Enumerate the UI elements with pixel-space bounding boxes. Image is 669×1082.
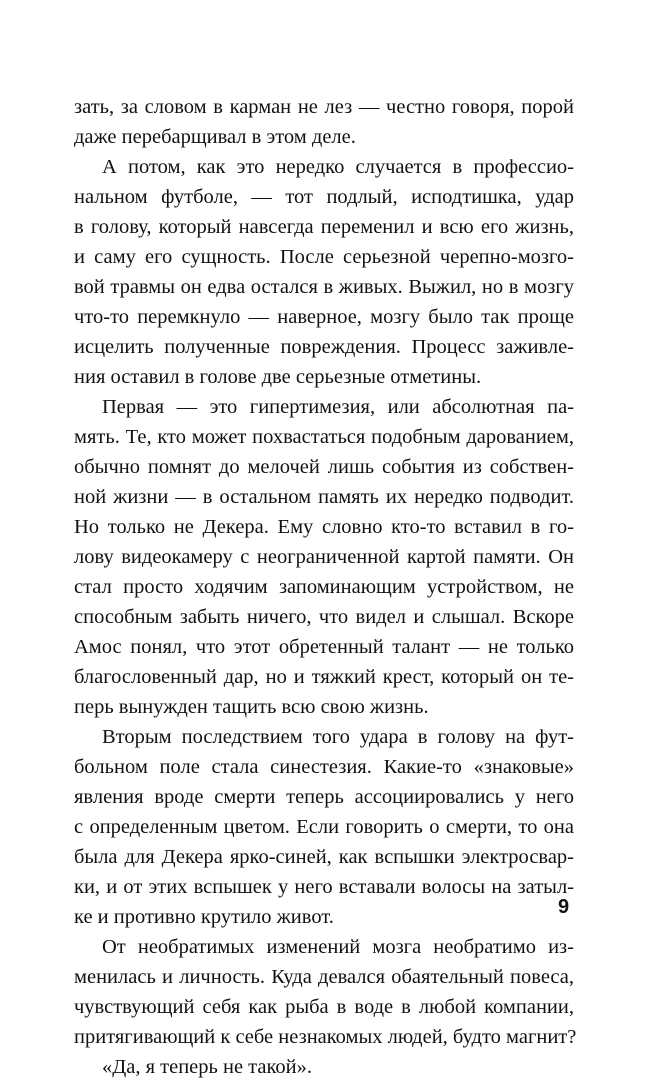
text-line: чувствующий себя как рыба в воде в любой компании, — [74, 996, 574, 1018]
paragraph-start-line: А потом, как это нередко случается в профессио- — [102, 156, 574, 178]
text-line: перь вынужден тащить всю свою жизнь. — [74, 696, 429, 718]
text-line: вой травмы он едва остался в живых. Выжил, но в мозгу — [74, 276, 574, 298]
paragraph-start-line: Вторым последствием того удара в голову на фут- — [102, 726, 574, 748]
text-line: в голову, который навсегда переменил и всю его жизнь, — [74, 216, 574, 238]
text-line: с определенным цветом. Если говорить о смерти, то она — [74, 816, 574, 838]
text-line: лову видеокамеру с неограниченной картой памяти. Он — [74, 546, 574, 568]
paragraph-start-line: От необратимых изменений мозга необратимо из- — [102, 936, 574, 958]
text-line: обычно помнят до мелочей лишь события из собствен- — [74, 456, 574, 478]
text-line: ке и противно крутило живот. — [74, 906, 334, 928]
text-line: Но только не Декера. Ему словно кто-то вставил в го- — [74, 516, 574, 538]
text-line: нальном футболе, — тот подлый, исподтишка, удар — [74, 186, 574, 208]
text-line: менилась и личность. Куда девался обаятельный повеса, — [74, 966, 574, 988]
text-line: Амос понял, что этот обретенный талант — не только — [74, 636, 574, 658]
paragraph-start-line: «Да, я теперь не такой». — [102, 1056, 313, 1078]
paragraph-start-line: Первая — это гипертимезия, или абсолютная па- — [102, 396, 574, 418]
text-line: мять. Те, кто может похвастаться подобным дарованием, — [74, 426, 574, 448]
text-line: исцелить полученные повреждения. Процесс заживле- — [74, 336, 574, 358]
text-line: зать, за словом в карман не лез — честно говоря, порой — [74, 96, 574, 118]
text-line: способным забыть ничего, что видел и слышал. Вскоре — [74, 606, 574, 628]
text-line: стал просто ходячим запоминающим устройством, не — [74, 576, 574, 598]
text-line: ния оставил в голове две серьезные отметины. — [74, 366, 482, 388]
text-line: благословенный дар, но и тяжкий крест, который он те- — [74, 666, 574, 688]
text-line: ки, и от этих вспышек у него вставали волосы на затыл- — [74, 876, 574, 898]
page-number: 9 — [558, 896, 570, 918]
text-line: ной жизни — в остальном память их нередко подводит. — [74, 486, 574, 508]
text-line: явления вроде смерти теперь ассоциировались у него — [74, 786, 574, 808]
text-line: что-то перемкнуло — наверное, мозгу было так проще — [74, 306, 574, 328]
text-line: и саму его сущность. После серьезной черепно-мозго- — [74, 246, 574, 268]
text-line: притягивающий к себе незнакомых людей, будто магнит? — [74, 1026, 577, 1048]
body-text — [74, 92, 577, 1082]
text-line: была для Декера ярко-синей, как вспышки электросвар- — [74, 846, 574, 868]
text-line: даже перебарщивал в этом деле. — [74, 126, 356, 148]
text-line: больном поле стала синестезия. Какие-то «знаковые» — [74, 756, 574, 778]
